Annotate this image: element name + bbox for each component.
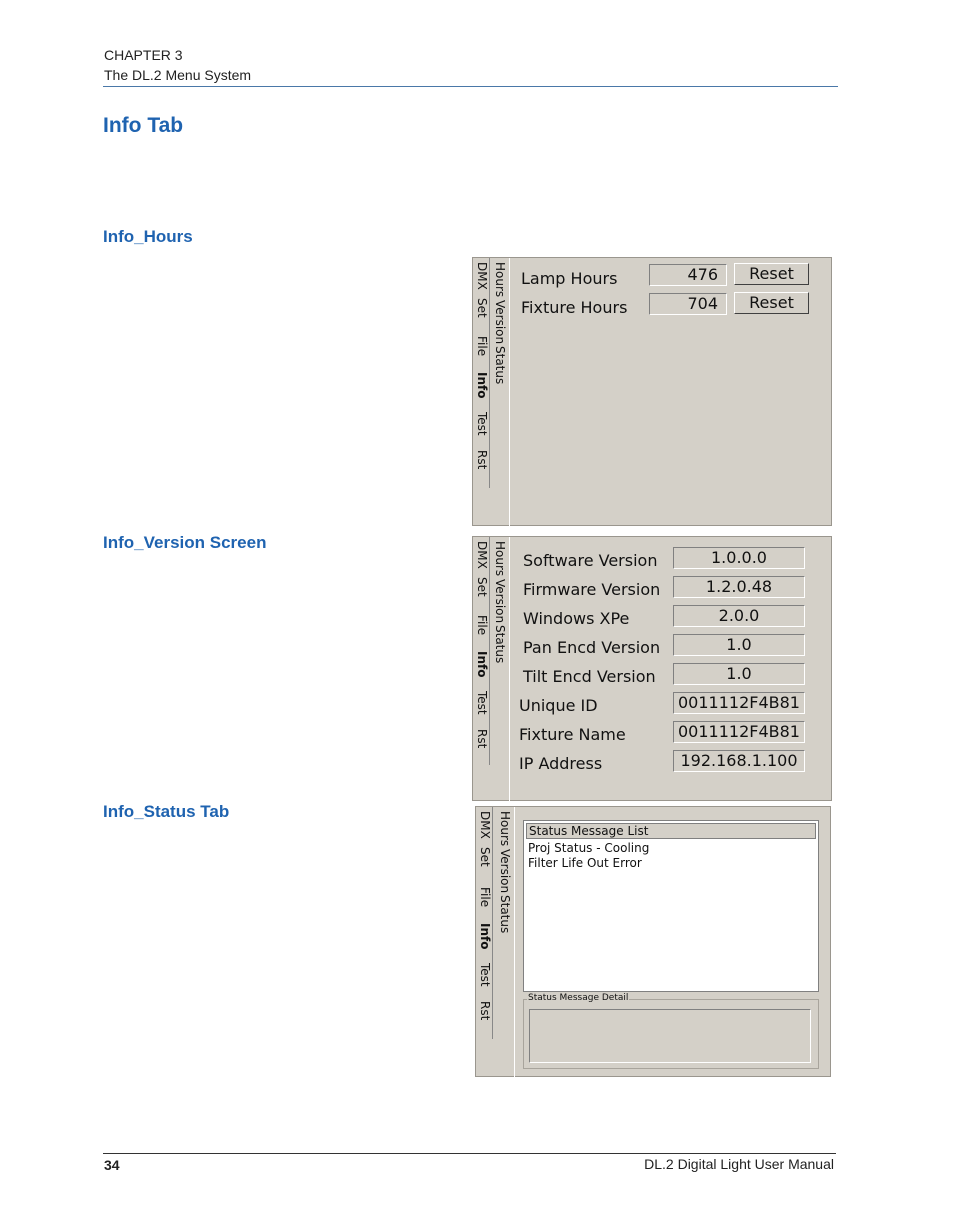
pan-encd-version-value: 1.0 (673, 634, 805, 656)
fixture-hours-reset-button[interactable]: Reset (734, 292, 809, 314)
subtab-status[interactable]: Status (493, 625, 507, 664)
page-title: Info Tab (103, 114, 184, 137)
tilt-encd-version-label: Tilt Encd Version (523, 667, 656, 686)
subtab-version[interactable]: Version (498, 849, 512, 894)
tab-info[interactable]: Info (475, 651, 489, 678)
fixture-hours-label: Fixture Hours (521, 298, 628, 317)
version-panel (472, 536, 832, 801)
subtab-version[interactable]: Version (493, 579, 507, 624)
lamp-hours-label: Lamp Hours (521, 269, 618, 288)
subtab-hours[interactable]: Hours (498, 811, 512, 847)
header-rule (103, 86, 838, 87)
tab-test[interactable]: Test (478, 963, 492, 987)
section-heading-hours: Info_Hours (103, 227, 193, 246)
firmware-version-label: Firmware Version (523, 580, 661, 599)
status-detail-field (529, 1009, 811, 1063)
tab-rst[interactable]: Rst (478, 1001, 492, 1021)
section-label: The DL.2 Menu System (104, 67, 252, 83)
tab-rst[interactable]: Rst (475, 450, 489, 470)
lamp-hours-value: 476 (649, 264, 727, 286)
status-message-list[interactable] (523, 820, 819, 992)
tab-dmx[interactable]: DMX (475, 262, 489, 290)
ip-address-value: 192.168.1.100 (673, 750, 805, 772)
tab-info[interactable]: Info (475, 372, 489, 399)
tab-dmx[interactable]: DMX (478, 811, 492, 839)
lamp-hours-reset-button[interactable]: Reset (734, 263, 809, 285)
list-item[interactable]: Proj Status - Cooling (528, 841, 650, 855)
subtab-hours[interactable]: Hours (493, 541, 507, 577)
tab-dmx[interactable]: DMX (475, 541, 489, 569)
status-detail-label: Status Message Detail (528, 993, 629, 1003)
page-number: 34 (104, 1157, 120, 1173)
subtab-status[interactable]: Status (498, 895, 512, 934)
ip-address-label: IP Address (519, 754, 603, 773)
tab-rst[interactable]: Rst (475, 729, 489, 749)
tab-info[interactable]: Info (478, 923, 492, 950)
subtab-version[interactable]: Version (493, 300, 507, 345)
tab-test[interactable]: Test (475, 691, 489, 715)
windows-xpe-label: Windows XPe (523, 609, 630, 628)
fixture-name-label: Fixture Name (519, 725, 626, 744)
chapter-label: CHAPTER 3 (104, 47, 183, 63)
tab-set[interactable]: Set (475, 298, 489, 318)
status-detail-group (523, 993, 819, 1069)
unique-id-label: Unique ID (519, 696, 598, 715)
subtab-status[interactable]: Status (493, 346, 507, 385)
manual-title: DL.2 Digital Light User Manual (644, 1156, 834, 1172)
fixture-name-value: 0011112F4B81 (673, 721, 805, 743)
section-heading-version: Info_Version Screen (103, 533, 267, 552)
section-heading-status: Info_Status Tab (103, 802, 230, 821)
software-version-value: 1.0.0.0 (673, 547, 805, 569)
subtab-hours[interactable]: Hours (493, 262, 507, 298)
tab-set[interactable]: Set (478, 847, 492, 867)
hours-panel (472, 257, 832, 526)
tab-file[interactable]: File (475, 615, 489, 636)
status-list-header: Status Message List (526, 823, 816, 839)
software-version-label: Software Version (523, 551, 658, 570)
firmware-version-value: 1.2.0.48 (673, 576, 805, 598)
status-panel (475, 806, 831, 1077)
tab-file[interactable]: File (475, 336, 489, 357)
tab-file[interactable]: File (478, 887, 492, 908)
pan-encd-version-label: Pan Encd Version (523, 638, 661, 657)
tab-set[interactable]: Set (475, 577, 489, 597)
fixture-hours-value: 704 (649, 293, 727, 315)
list-item[interactable]: Filter Life Out Error (528, 856, 642, 870)
footer-rule (103, 1153, 836, 1154)
windows-xpe-value: 2.0.0 (673, 605, 805, 627)
unique-id-value: 0011112F4B81 (673, 692, 805, 714)
tab-test[interactable]: Test (475, 412, 489, 436)
tilt-encd-version-value: 1.0 (673, 663, 805, 685)
